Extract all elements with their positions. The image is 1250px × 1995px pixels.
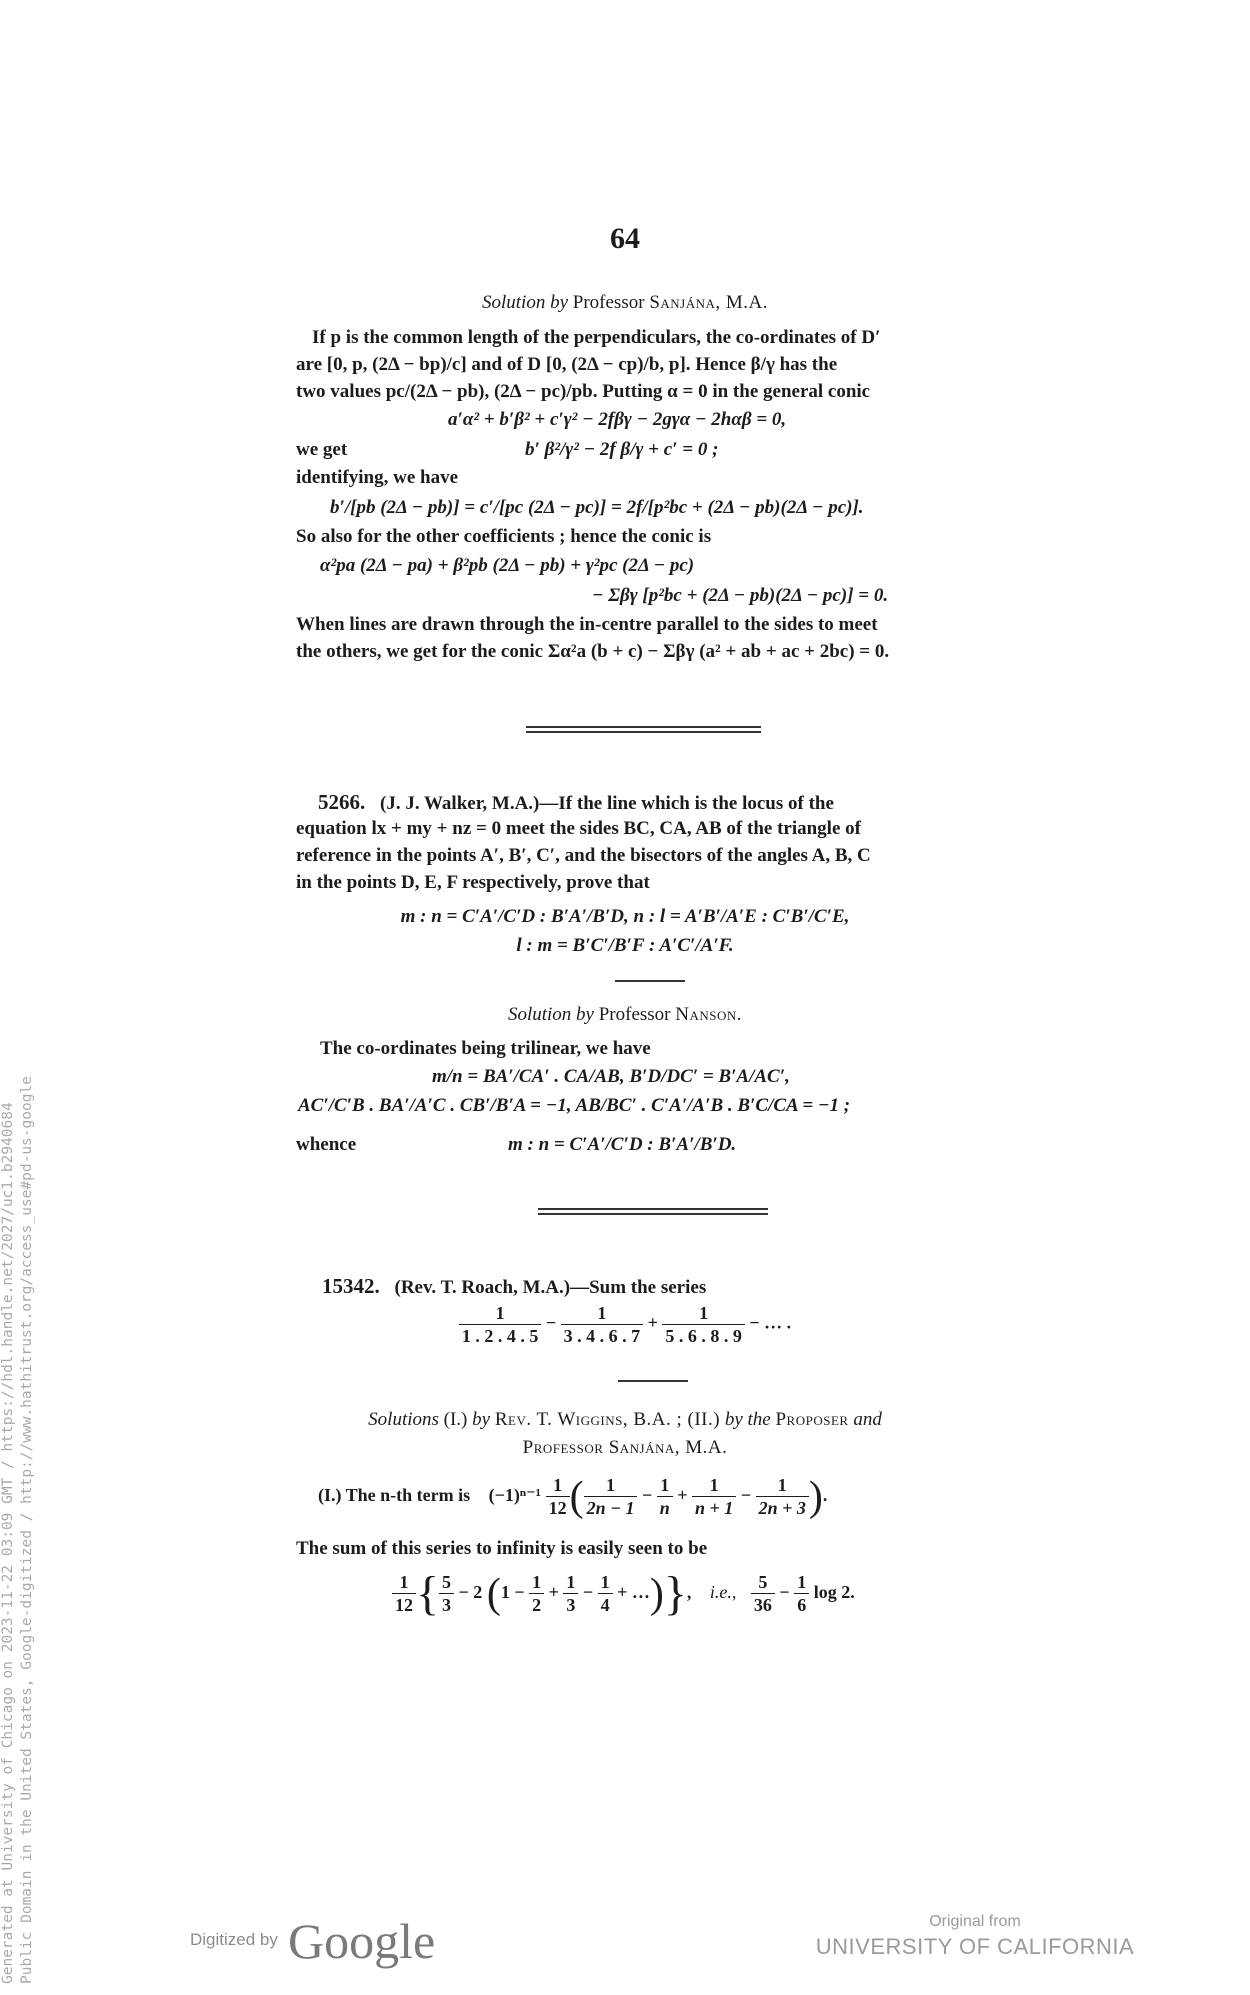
denominator: 6 bbox=[797, 1595, 807, 1616]
denominator: 5 . 6 . 8 . 9 bbox=[665, 1326, 742, 1346]
original-from-label: Original from bbox=[929, 1913, 1021, 1930]
text-line: whence bbox=[296, 1134, 357, 1155]
operator: + bbox=[647, 1312, 658, 1333]
numerator: 1 bbox=[561, 1302, 644, 1325]
denominator: 2n + 3 bbox=[758, 1498, 806, 1519]
operator: − bbox=[545, 1312, 557, 1333]
denominator: 36 bbox=[753, 1595, 772, 1616]
open-brace: { bbox=[416, 1566, 440, 1620]
text-line: in the points D, E, F respectively, prove that bbox=[296, 872, 650, 893]
log-term: log 2. bbox=[813, 1582, 855, 1602]
series-term-1 bbox=[459, 1302, 542, 1347]
solution-by-label: Solution by bbox=[507, 1004, 594, 1025]
question-number: 15342. bbox=[322, 1274, 380, 1298]
text-line: The co-ordinates being trilinear, we have bbox=[320, 1038, 651, 1059]
open-paren: ( bbox=[569, 1473, 584, 1520]
text-line: If p is the common length of the perpendiculars, the co-ordinates of D′ bbox=[312, 327, 881, 348]
denominator: 12 bbox=[395, 1595, 413, 1616]
sign-factor: (−1)ⁿ⁻¹ bbox=[488, 1485, 542, 1505]
harmonic-fraction bbox=[598, 1571, 613, 1616]
equation: − Σβγ [p²bc + (2Δ − pb)(2Δ − pc)] = 0. bbox=[592, 585, 889, 606]
page-number: 64 bbox=[610, 222, 640, 255]
question-author: (Rev. T. Roach, M.A.) bbox=[394, 1277, 571, 1298]
denominator: 12 bbox=[548, 1498, 567, 1519]
question-5266-line bbox=[318, 790, 834, 816]
text-line: equation lx + my + nz = 0 meet the sides BC, CA, AB of the triangle of bbox=[296, 818, 861, 839]
sum-expression: $\frac{1}{12}$ { $\frac{5}{3}$ − 2 (1 − $\frac{1}{2}$ + $\frac{1}{3}$ − $\frac{1}{4}$ + …)}, i.e., $\frac{5}{36}$ − $\frac{1}{6}$ log 2. bbox=[392, 1562, 855, 1624]
equation: m/n = BA′/CA′ . CA/AB, B′D/DC′ = B′A/AC′, bbox=[432, 1066, 790, 1087]
numerator: 1 bbox=[392, 1571, 416, 1594]
fraction-five-thirds bbox=[439, 1571, 454, 1616]
question-text: —If the line which is the locus of the bbox=[539, 793, 834, 814]
text-line: The sum of this series to infinity is easily seen to be bbox=[296, 1538, 708, 1559]
text-line: When lines are drawn through the in-centre parallel to the sides to meet bbox=[296, 614, 878, 635]
professor-label: Professor bbox=[598, 1004, 671, 1025]
digitized-by-label: Digitized by bbox=[190, 1930, 278, 1949]
numerator: 5 bbox=[751, 1571, 775, 1594]
numerator: 1 bbox=[459, 1302, 542, 1325]
nth-term-label: (I.) The n-th term is bbox=[318, 1485, 471, 1505]
nth-term-line: (I.) The n-th term is (−1)ⁿ⁻¹ $\frac{1}{12}$ ( $\frac{1}{2n - 1}$ − $\frac{1}{n}$ + $\frac{1}{n + 1}$ − $\frac{1}{2n + 3}$ ). bbox=[318, 1473, 828, 1520]
short-divider bbox=[618, 1380, 688, 1382]
equation: a′α² + b′β² + c′γ² − 2fβγ − 2gγα − 2hαβ = 0, bbox=[448, 409, 787, 430]
equation: b′ β²/γ² − 2f β/γ + c′ = 0 ; bbox=[525, 439, 719, 460]
series-tail: − … . bbox=[749, 1312, 792, 1333]
one: 1 bbox=[500, 1582, 510, 1602]
equation: m : n = C′A′/C′D : B′A′/B′D, n : l = A′B′/A′E : C′B′/C′E, bbox=[400, 906, 850, 927]
numerator: 1 bbox=[584, 1474, 638, 1497]
close-paren: ) bbox=[649, 1570, 664, 1617]
solutions-header-line-1 bbox=[0, 1409, 1250, 1431]
question-15342-line bbox=[322, 1274, 706, 1300]
denominator: n bbox=[659, 1498, 670, 1519]
close-brace: } bbox=[663, 1566, 687, 1620]
harmonic-fraction bbox=[563, 1571, 578, 1616]
university-label: UNIVERSITY OF CALIFORNIA bbox=[815, 1934, 1135, 1959]
question-author: (J. J. Walker, M.A.) bbox=[380, 793, 540, 814]
text-line: So also for the other coefficients ; hence the conic is bbox=[296, 526, 712, 547]
hathitrust-watermark bbox=[0, 504, 37, 1984]
term-fraction bbox=[756, 1474, 809, 1519]
denominator: 3 . 4 . 6 . 7 bbox=[563, 1326, 641, 1346]
google-logo: Google bbox=[288, 1913, 436, 1969]
operator: − 2 bbox=[458, 1582, 483, 1602]
denominator: 3 bbox=[566, 1595, 576, 1616]
text-line: the others, we get for the conic Σα²a (b + c) − Σβγ (a² + ab + ac + 2bc) = 0. bbox=[296, 641, 890, 662]
by-label: by bbox=[472, 1409, 491, 1430]
equation: m : n = C′A′/C′D : B′A′/B′D. bbox=[508, 1134, 737, 1155]
series-term-3 bbox=[662, 1302, 745, 1347]
numerator: 1 bbox=[529, 1571, 544, 1594]
term-fraction bbox=[692, 1474, 736, 1519]
close-paren: ) bbox=[808, 1473, 823, 1520]
watermark-line-2: Public Domain in the United States, Google-digitized / http://www.hathitrust.org/access_use#pd-us-google bbox=[19, 1076, 35, 1984]
text-line: we get bbox=[296, 439, 348, 460]
equation: α²pa (2Δ − pa) + β²pb (2Δ − pb) + γ²pc (2Δ − pc) bbox=[320, 555, 695, 576]
solutions-label: Solutions bbox=[368, 1409, 439, 1430]
open-paren: ( bbox=[486, 1570, 501, 1617]
fraction-one-twelfth bbox=[392, 1571, 416, 1616]
numerator: 1 bbox=[662, 1302, 745, 1325]
numerator: 1 bbox=[657, 1474, 673, 1497]
solution-header-nanson bbox=[0, 1004, 1250, 1026]
denominator: n + 1 bbox=[695, 1498, 734, 1519]
series-expression bbox=[0, 1302, 1250, 1347]
text-line: reference in the points A′, B′, C′, and the bisectors of the angles A, B, C bbox=[296, 845, 871, 866]
equation: AC′/C′B . BA′/A′C . CB′/B′A = −1, AB/BC′ . C′A′/A′B . B′C/CA = −1 ; bbox=[298, 1095, 851, 1116]
numerator: 1 bbox=[598, 1571, 613, 1594]
equation: l : m = B′C′/B′F : A′C′/A′F. bbox=[516, 935, 734, 956]
ie-label: i.e., bbox=[709, 1582, 737, 1602]
text-line: identifying, we have bbox=[296, 467, 459, 488]
professor-label: Professor bbox=[572, 292, 645, 313]
solution-header-sanjana bbox=[0, 292, 1250, 314]
and-label: and bbox=[853, 1409, 882, 1430]
equation: b′/[pb (2Δ − pb)] = c′/[pc (2Δ − pc)] = 2f/[p²bc + (2Δ − pb)(2Δ − pc)]. bbox=[330, 497, 864, 518]
result-fraction bbox=[751, 1571, 775, 1616]
question-text: —Sum the series bbox=[570, 1277, 707, 1298]
numerator: 5 bbox=[439, 1571, 454, 1594]
numerator: 1 bbox=[794, 1571, 809, 1594]
author-name: Rev. T. Wiggins, B.A. ; (II.) bbox=[494, 1409, 721, 1430]
numerator: 1 bbox=[756, 1474, 809, 1497]
numerator: 1 bbox=[563, 1571, 578, 1594]
denominator: 3 bbox=[442, 1595, 452, 1616]
text-line: are [0, p, (2Δ − bp)/c] and of D [0, (2Δ − cp)/b, p]. Hence β/γ has the bbox=[296, 354, 838, 375]
harmonic-fraction bbox=[529, 1571, 544, 1616]
by-the-label: by the bbox=[724, 1409, 771, 1430]
author-name: Sanjána, M.A. bbox=[649, 292, 768, 313]
term-fraction bbox=[584, 1474, 638, 1519]
denominator: 2n − 1 bbox=[586, 1498, 635, 1519]
numerator: 1 bbox=[546, 1474, 570, 1497]
roman-label: (I.) bbox=[443, 1409, 468, 1430]
denominator: 1 . 2 . 4 . 5 bbox=[461, 1326, 539, 1346]
text-line: two values pc/(2Δ − pb), (2Δ − pc)/pb. Putting α = 0 in the general conic bbox=[296, 381, 871, 402]
solution-by-label: Solution by bbox=[482, 292, 569, 313]
section-divider bbox=[538, 1208, 768, 1215]
author-name: Nanson. bbox=[675, 1004, 743, 1025]
solutions-header-line-2: Professor Sanjána, M.A. bbox=[522, 1437, 728, 1458]
section-divider bbox=[526, 726, 761, 733]
series-term-2 bbox=[561, 1302, 644, 1347]
denominator: 4 bbox=[600, 1595, 610, 1616]
ellipsis: + … bbox=[617, 1582, 650, 1602]
proposer-label: Proposer bbox=[775, 1409, 849, 1430]
numerator: 1 bbox=[692, 1474, 736, 1497]
question-number: 5266. bbox=[318, 790, 366, 814]
term-fraction bbox=[657, 1474, 673, 1519]
watermark-line-1: Generated at University of Chicago on 2023-11-22 03:09 GMT / https://hdl.handle.net/2027/uc1.b2940684 bbox=[0, 1102, 16, 1984]
short-divider bbox=[615, 980, 685, 982]
fraction-one-twelfth bbox=[546, 1474, 570, 1519]
result-fraction bbox=[794, 1571, 809, 1616]
denominator: 2 bbox=[532, 1595, 542, 1616]
